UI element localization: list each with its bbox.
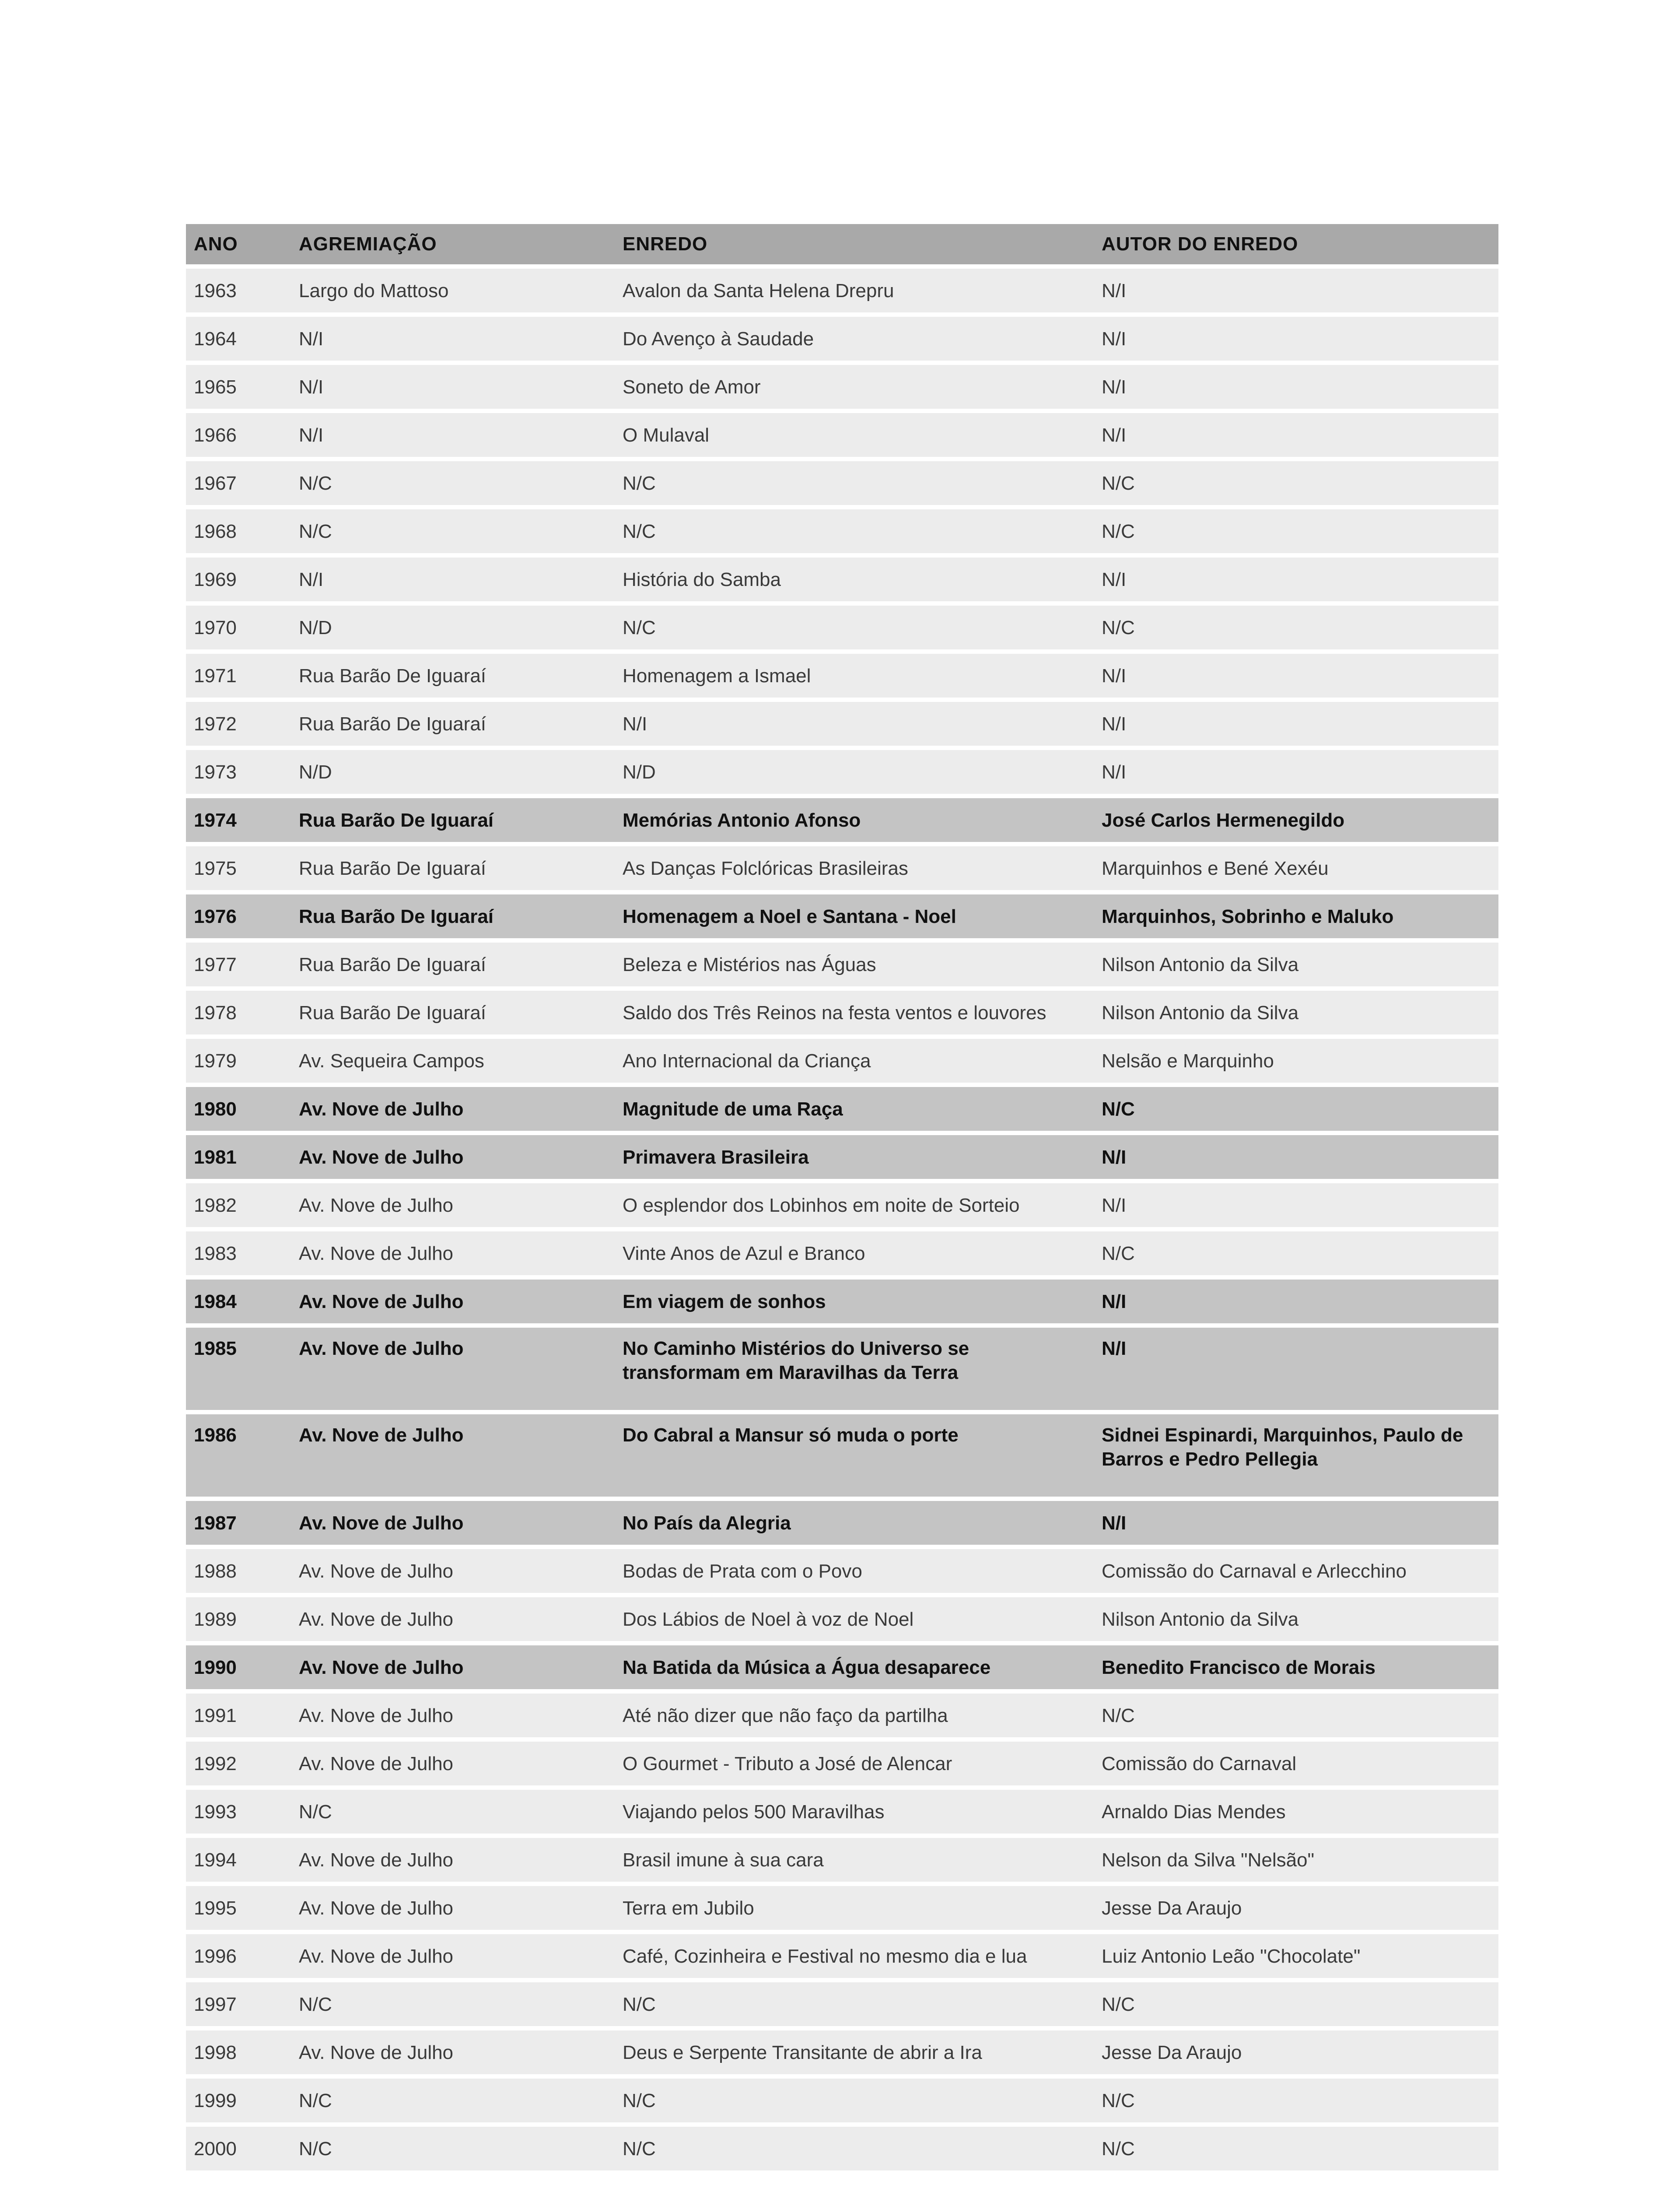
cell-enredo: N/C [615,2127,1094,2170]
cell-enredo: Terra em Jubilo [615,1886,1094,1930]
cell-ano: 1991 [186,1694,291,1737]
cell-enredo: Até não dizer que não faço da partilha [615,1694,1094,1737]
cell-agremiacao: Rua Barão De Iguaraí [291,702,615,746]
cell-agremiacao: Av. Nove de Julho [291,1135,615,1179]
cell-agremiacao: Av. Nove de Julho [291,1742,615,1785]
cell-ano: 1986 [186,1414,291,1497]
cell-enredo: Homenagem a Noel e Santana - Noel [615,894,1094,938]
cell-enredo: N/C [615,509,1094,553]
table-row [186,1087,1498,1131]
table-row [186,365,1498,409]
cell-ano: 1967 [186,461,291,505]
cell-agremiacao: Largo do Mattoso [291,269,615,312]
cell-autor: N/C [1094,2079,1498,2122]
cell-ano: 1971 [186,654,291,698]
cell-enredo: Do Cabral a Mansur só muda o porte [615,1414,1094,1497]
cell-autor: Comissão do Carnaval [1094,1742,1498,1785]
cell-ano: 1977 [186,943,291,986]
cell-enredo: Avalon da Santa Helena Drepru [615,269,1094,312]
cell-ano: 1988 [186,1549,291,1593]
cell-ano: 1964 [186,317,291,361]
cell-ano: 1979 [186,1039,291,1083]
cell-autor: N/C [1094,606,1498,649]
cell-autor: N/C [1094,509,1498,553]
cell-enredo: Beleza e Mistérios nas Águas [615,943,1094,986]
cell-autor: Nilson Antonio da Silva [1094,1597,1498,1641]
cell-ano: 1998 [186,2030,291,2074]
cell-agremiacao: N/D [291,606,615,649]
table-row [186,269,1498,312]
table-row [186,1645,1498,1689]
cell-agremiacao: N/C [291,1790,615,1834]
cell-enredo: N/C [615,606,1094,649]
cell-ano: 1999 [186,2079,291,2122]
cell-autor: N/I [1094,365,1498,409]
cell-autor: Nelsão e Marquinho [1094,1039,1498,1083]
cell-autor: N/C [1094,1982,1498,2026]
cell-autor: N/C [1094,2127,1498,2170]
cell-autor: N/C [1094,1087,1498,1131]
cell-agremiacao: N/C [291,509,615,553]
cell-autor: Luiz Antonio Leão "Chocolate" [1094,1934,1498,1978]
cell-autor: N/I [1094,1328,1498,1410]
table-row [186,1414,1498,1497]
cell-autor: Sidnei Espinardi, Marquinhos, Paulo de Barros e Pedro Pellegia [1094,1414,1498,1497]
cell-autor: Jesse Da Araujo [1094,1886,1498,1930]
cell-autor: Jesse Da Araujo [1094,2030,1498,2074]
cell-autor: Nilson Antonio da Silva [1094,991,1498,1034]
cell-ano: 1965 [186,365,291,409]
cell-autor: N/C [1094,1694,1498,1737]
cell-enredo: Soneto de Amor [615,365,1094,409]
table-row [186,894,1498,938]
table-row [186,750,1498,794]
cell-autor: N/C [1094,1231,1498,1275]
table-row [186,1934,1498,1978]
cell-ano: 1975 [186,846,291,890]
table-row [186,509,1498,553]
table-row [186,461,1498,505]
table-row [186,991,1498,1034]
table-row [186,1549,1498,1593]
cell-agremiacao: Av. Nove de Julho [291,1501,615,1545]
table-row [186,317,1498,361]
cell-agremiacao: Av. Nove de Julho [291,1183,615,1227]
table-row [186,2030,1498,2074]
cell-enredo: Viajando pelos 500 Maravilhas [615,1790,1094,1834]
cell-ano: 1994 [186,1838,291,1882]
cell-ano: 1992 [186,1742,291,1785]
cell-agremiacao: Av. Nove de Julho [291,1328,615,1410]
cell-agremiacao: Av. Nove de Julho [291,1838,615,1882]
cell-agremiacao: Av. Nove de Julho [291,1231,615,1275]
table-row [186,943,1498,986]
cell-ano: 1980 [186,1087,291,1131]
cell-ano: 1963 [186,269,291,312]
cell-ano: 1989 [186,1597,291,1641]
table-row [186,1280,1498,1323]
cell-agremiacao: Av. Nove de Julho [291,1934,615,1978]
table-row [186,846,1498,890]
table-row [186,1135,1498,1179]
cell-ano: 1987 [186,1501,291,1545]
table-body [186,269,1498,2170]
cell-autor: Nilson Antonio da Silva [1094,943,1498,986]
cell-autor: Marquinhos e Bené Xexéu [1094,846,1498,890]
cell-autor: N/I [1094,317,1498,361]
table-container [186,224,1498,2175]
cell-ano: 1970 [186,606,291,649]
cell-enredo: Do Avenço à Saudade [615,317,1094,361]
cell-autor: N/I [1094,702,1498,746]
table-row [186,654,1498,698]
cell-ano: 1974 [186,798,291,842]
table-row [186,1039,1498,1083]
cell-enredo: N/C [615,1982,1094,2026]
cell-agremiacao: Av. Nove de Julho [291,2030,615,2074]
enredos-table [186,220,1498,2175]
cell-enredo: Café, Cozinheira e Festival no mesmo dia e lua [615,1934,1094,1978]
table-row [186,1886,1498,1930]
cell-agremiacao: N/I [291,558,615,601]
cell-enredo: N/I [615,702,1094,746]
header-agremiacao: AGREMIAÇÃO [291,224,615,264]
cell-agremiacao: Av. Nove de Julho [291,1597,615,1641]
cell-enredo: N/C [615,461,1094,505]
table-row [186,1790,1498,1834]
table-row [186,2127,1498,2170]
cell-ano: 1990 [186,1645,291,1689]
cell-agremiacao: Av. Nove de Julho [291,1280,615,1323]
cell-agremiacao: N/C [291,461,615,505]
cell-enredo: N/D [615,750,1094,794]
cell-ano: 1973 [186,750,291,794]
cell-agremiacao: N/C [291,2127,615,2170]
table-row [186,2079,1498,2122]
cell-agremiacao: Rua Barão De Iguaraí [291,991,615,1034]
cell-agremiacao: Av. Nove de Julho [291,1414,615,1497]
cell-agremiacao: N/D [291,750,615,794]
cell-ano: 1996 [186,1934,291,1978]
cell-agremiacao: Rua Barão De Iguaraí [291,894,615,938]
cell-enredo: Dos Lábios de Noel à voz de Noel [615,1597,1094,1641]
table-row [186,798,1498,842]
cell-ano: 1976 [186,894,291,938]
header-enredo: ENREDO [615,224,1094,264]
cell-autor: José Carlos Hermenegildo [1094,798,1498,842]
cell-enredo: N/C [615,2079,1094,2122]
cell-enredo: Magnitude de uma Raça [615,1087,1094,1131]
cell-enredo: Brasil imune à sua cara [615,1838,1094,1882]
cell-agremiacao: Av. Nove de Julho [291,1886,615,1930]
cell-enredo: Ano Internacional da Criança [615,1039,1094,1083]
cell-ano: 1984 [186,1280,291,1323]
cell-autor: N/I [1094,654,1498,698]
cell-enredo: Memórias Antonio Afonso [615,798,1094,842]
table-row [186,702,1498,746]
cell-autor: N/I [1094,1135,1498,1179]
cell-enredo: O esplendor dos Lobinhos em noite de Sorteio [615,1183,1094,1227]
table-row [186,606,1498,649]
cell-autor: N/I [1094,413,1498,457]
cell-agremiacao: N/I [291,413,615,457]
table-row [186,1982,1498,2026]
table-row [186,1328,1498,1410]
table-row [186,1183,1498,1227]
cell-agremiacao: Av. Nove de Julho [291,1087,615,1131]
cell-autor: N/I [1094,269,1498,312]
table-row [186,558,1498,601]
cell-ano: 1978 [186,991,291,1034]
cell-autor: N/I [1094,1501,1498,1545]
cell-enredo: No País da Alegria [615,1501,1094,1545]
cell-autor: Marquinhos, Sobrinho e Maluko [1094,894,1498,938]
cell-enredo: Primavera Brasileira [615,1135,1094,1179]
cell-ano: 1966 [186,413,291,457]
cell-autor: Comissão do Carnaval e Arlecchino [1094,1549,1498,1593]
table-row [186,1838,1498,1882]
cell-autor: N/I [1094,1280,1498,1323]
cell-ano: 1995 [186,1886,291,1930]
cell-agremiacao: Av. Nove de Julho [291,1645,615,1689]
table-row [186,1231,1498,1275]
table-row [186,1501,1498,1545]
cell-ano: 1993 [186,1790,291,1834]
cell-agremiacao: Av. Sequeira Campos [291,1039,615,1083]
cell-enredo: Bodas de Prata com o Povo [615,1549,1094,1593]
cell-ano: 2000 [186,2127,291,2170]
cell-ano: 1983 [186,1231,291,1275]
table-row [186,1694,1498,1737]
header-ano: ANO [186,224,291,264]
cell-enredo: Vinte Anos de Azul e Branco [615,1231,1094,1275]
cell-ano: 1982 [186,1183,291,1227]
cell-autor: Arnaldo Dias Mendes [1094,1790,1498,1834]
cell-enredo: Deus e Serpente Transitante de abrir a Ira [615,2030,1094,2074]
cell-agremiacao: Rua Barão De Iguaraí [291,798,615,842]
cell-ano: 1981 [186,1135,291,1179]
cell-autor: Benedito Francisco de Morais [1094,1645,1498,1689]
table-header-row [186,224,1498,264]
cell-enredo: Saldo dos Três Reinos na festa ventos e louvores [615,991,1094,1034]
table-row [186,1597,1498,1641]
cell-agremiacao: N/I [291,317,615,361]
cell-autor: N/I [1094,1183,1498,1227]
cell-agremiacao: N/C [291,2079,615,2122]
table-row [186,1742,1498,1785]
cell-enredo: Na Batida da Música a Água desaparece [615,1645,1094,1689]
cell-ano: 1985 [186,1328,291,1410]
cell-ano: 1997 [186,1982,291,2026]
cell-enredo: O Gourmet - Tributo a José de Alencar [615,1742,1094,1785]
cell-agremiacao: Av. Nove de Julho [291,1549,615,1593]
cell-autor: N/C [1094,461,1498,505]
cell-autor: Nelson da Silva "Nelsão" [1094,1838,1498,1882]
header-autor: AUTOR DO ENREDO [1094,224,1498,264]
cell-agremiacao: N/C [291,1982,615,2026]
cell-agremiacao: Rua Barão De Iguaraí [291,943,615,986]
table-row [186,413,1498,457]
cell-enredo: Homenagem a Ismael [615,654,1094,698]
cell-autor: N/I [1094,558,1498,601]
cell-enredo: Em viagem de sonhos [615,1280,1094,1323]
cell-agremiacao: Rua Barão De Iguaraí [291,846,615,890]
cell-ano: 1968 [186,509,291,553]
cell-enredo: As Danças Folclóricas Brasileiras [615,846,1094,890]
cell-enredo: O Mulaval [615,413,1094,457]
cell-ano: 1969 [186,558,291,601]
cell-enredo: História do Samba [615,558,1094,601]
cell-ano: 1972 [186,702,291,746]
cell-enredo: No Caminho Mistérios do Universo se transformam em Maravilhas da Terra [615,1328,1094,1410]
cell-agremiacao: Av. Nove de Julho [291,1694,615,1737]
cell-agremiacao: Rua Barão De Iguaraí [291,654,615,698]
cell-agremiacao: N/I [291,365,615,409]
cell-autor: N/I [1094,750,1498,794]
